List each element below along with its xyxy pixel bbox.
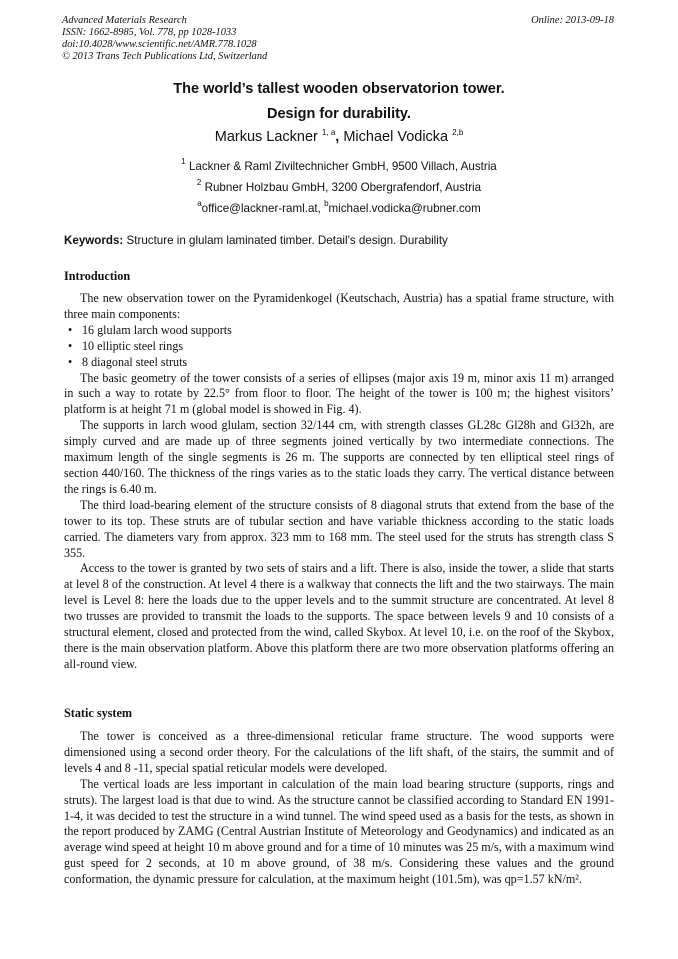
bullet-glyph: •	[68, 338, 73, 353]
keywords-text: Structure in glulam laminated timber. Detail’s design. Durability	[126, 234, 448, 247]
list-item: • 10 elliptic steel rings	[68, 338, 184, 353]
keywords	[64, 234, 448, 247]
copyright-line: © 2013 Trans Tech Publications Ltd, Switzerland	[62, 51, 268, 62]
static-paragraph-1: The tower is conceived as a three-dimensional reticular frame structure. The wood supports were dimensioned using a second order theory. For the calculations of the lift shaft, of the stairs, the summit and of levels 4 and 8 -11, special spatial reticular models were developed.	[64, 729, 614, 775]
introduction-body	[64, 291, 614, 673]
intro-paragraph-2: The basic geometry of the tower consists of a series of ellipses (major axis 19 m, minor axis 11 m) arranged in such a way to rotate by 22.5° from floor to floor. The height of the tower is 100 m; the highest visitors’ platform is at height 71 m (global model is showed in Fig. 4).	[64, 370, 614, 417]
affiliation-1	[0, 157, 678, 173]
email-a: office@lackner-raml.at,	[201, 202, 325, 215]
static-paragraph-2: The vertical loads are less important in calculation of the main load bearing structure (supports, rings and struts). The largest load is that due to wind. As the structure cannot be classified according to Standard EN 1991-1-4, it was decided to test the structure in a wind tunnel. The wind speed used as a basis for the tests, as shown in the report produced by ZAMG (Central Austrian Institute of Meteorology and Geodynamics) and indicated as an average wind speed at height 10 m above ground and for a time of 10 minutes was 25 m/s, with a maximum wind gust speed for 2 seconds, at 10 m above ground, of 38 m/s. Considering these values and the ground conformation, the dynamic pressure for calculation, at the maximum height (101.5m), was qp=1.57 kN/m².	[64, 776, 614, 887]
paper-title-line-2: Design for durability.	[267, 106, 411, 122]
author-separator: ,	[335, 129, 340, 145]
intro-paragraph-4: The third load-bearing element of the structure consists of 8 diagonal struts that extend from the base of the tower to its top. These struts are of tubular section and have variable thickness according to the static loads carried. The diameters vary from approx. 323 mm to 168 mm. The steel used for the struts has strength class S 355.	[64, 497, 614, 560]
issn-line: ISSN: 1662-8985, Vol. 778, pp 1028-1033	[62, 27, 237, 38]
online-date: Online: 2013-09-18	[531, 15, 614, 26]
doi-line: doi:10.4028/www.scientific.net/AMR.778.1028	[62, 39, 257, 50]
keywords-label: Keywords:	[64, 234, 124, 247]
static-system-body	[64, 729, 614, 888]
author-1-affil-sup: 1, a	[321, 128, 336, 137]
list-item: • 8 diagonal steel struts	[68, 354, 188, 369]
bullet-glyph: •	[68, 354, 73, 369]
page-header	[62, 15, 614, 63]
paper-title-line-1: The world’s tallest wooden observatorion tower.	[173, 81, 505, 97]
emails	[0, 199, 678, 215]
affiliation-2-sup: 2	[196, 178, 202, 187]
email-a-sup: a	[197, 199, 202, 208]
affiliation-2	[0, 178, 678, 194]
intro-paragraph-1: The new observation tower on the Pyramidenkogel (Keutschach, Austria) has a spatial frame structure, with three main components:	[64, 291, 614, 321]
intro-paragraph-5: Access to the tower is granted by two sets of stairs and a lift. There is also, inside the tower, a slide that starts at level 8 of the construction. At level 4 there is a walkway that connects the lift and the two stairways. The main level is Level 8: here the loads due to the upper levels and to the summit structure are concentrated. At level 8 two trusses are provided to transmit the loads to the supports. The space between levels 9 and 10 consists of a structural element, closed and protected from the wind, called Skybox. At level 10, i.e. on the roof of the Skybox, there is the main observation platform. Above this platform there are two more observation platforms offering an all-round view.	[64, 561, 614, 671]
bullet-glyph: •	[68, 322, 73, 337]
author-2-affil-sup: 2,b	[452, 128, 464, 137]
affiliation-1-sup: 1	[181, 157, 186, 166]
author-1-name: Markus Lackner	[214, 129, 318, 145]
journal-name: Advanced Materials Research	[62, 15, 187, 26]
affiliation-1-text: Lackner & Raml Ziviltechnicher GmbH, 9500 Villach, Austria	[188, 160, 497, 173]
email-b-sup: b	[324, 199, 329, 208]
author-2-name: Michael Vodicka	[343, 129, 449, 145]
list-item: • 16 glulam larch wood supports	[68, 322, 232, 337]
affiliation-2-text: Rubner Holzbau GmbH, 3200 Obergrafendorf, Austria	[204, 181, 482, 194]
section-heading-introduction: Introduction	[64, 269, 131, 283]
authors	[0, 128, 678, 145]
section-heading-static-system: Static system	[64, 706, 133, 720]
component-list	[64, 323, 614, 371]
email-b: michael.vodicka@rubner.com	[328, 202, 481, 215]
intro-paragraph-3: The supports in larch wood glulam, section 32/144 cm, with strength classes GL28c Gl28h and Gl32h, are simply curved and are made up of three segments joined vertically by two intermediate connections. The maximum length of the single segments is 26 m. The supports are connected by ten elliptical steel rings of section 440/160. The thickness of the rings varies as to the static loads they carry. The vertical distance between the rings is 6.40 m.	[64, 418, 614, 496]
